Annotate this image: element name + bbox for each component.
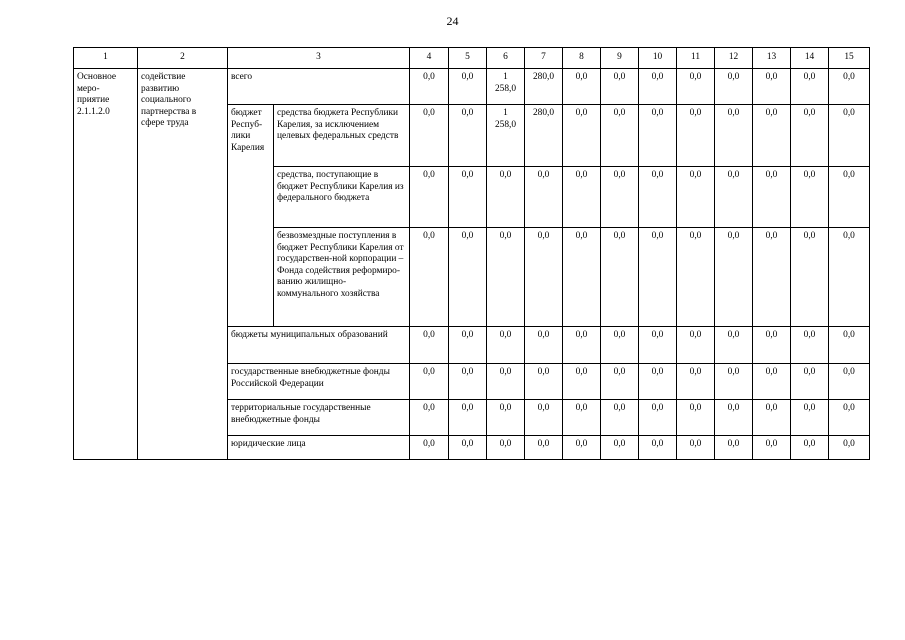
value-cell: 0,0 (525, 167, 563, 228)
table-row (74, 69, 870, 105)
funding-source: государственные внебюджетные фонды Российской Федерации (228, 364, 410, 400)
value-cell: 0,0 (715, 228, 753, 327)
measure-goal: содействие развитию социального партнерства в сфере труда (138, 69, 228, 460)
value-cell: 0,0 (677, 436, 715, 460)
value-cell: 0,0 (563, 364, 601, 400)
header-cell: 7 (525, 48, 563, 69)
value-cell: 0,0 (639, 364, 677, 400)
value-cell: 0,0 (715, 69, 753, 105)
value-cell: 0,0 (639, 228, 677, 327)
value-cell: 0,0 (829, 400, 870, 436)
value-cell: 0,0 (791, 364, 829, 400)
value-cell: 0,0 (487, 167, 525, 228)
header-cell: 8 (563, 48, 601, 69)
header-cell: 10 (639, 48, 677, 69)
header-cell: 11 (677, 48, 715, 69)
value-cell: 0,0 (791, 228, 829, 327)
value-cell: 0,0 (601, 400, 639, 436)
value-cell: 0,0 (639, 436, 677, 460)
value-cell: 0,0 (677, 228, 715, 327)
header-cell: 2 (138, 48, 228, 69)
value-cell: 0,0 (715, 400, 753, 436)
header-cell: 15 (829, 48, 870, 69)
value-cell: 0,0 (449, 364, 487, 400)
value-cell: 0,0 (753, 69, 791, 105)
value-cell: 0,0 (753, 400, 791, 436)
value-cell: 0,0 (563, 228, 601, 327)
value-cell: 0,0 (449, 69, 487, 105)
funding-source: безвозмездные поступления в бюджет Республики Карелия от государствен-ной корпорации – Фонда содействия реформиро-ванию жилищно-коммунального хозяйства (274, 228, 410, 327)
value-cell: 0,0 (601, 105, 639, 167)
value-cell: 0,0 (525, 327, 563, 364)
value-cell: 1 258,0 (487, 69, 525, 105)
value-cell: 0,0 (410, 167, 449, 228)
value-cell: 0,0 (639, 327, 677, 364)
value-cell: 0,0 (639, 69, 677, 105)
value-cell: 0,0 (829, 436, 870, 460)
value-cell: 0,0 (677, 105, 715, 167)
value-cell: 0,0 (525, 228, 563, 327)
value-cell: 0,0 (449, 436, 487, 460)
value-cell: 0,0 (601, 364, 639, 400)
budget-group-label: бюджет Респуб- лики Карелия (228, 105, 274, 327)
header-cell: 1 (74, 48, 138, 69)
header-cell: 5 (449, 48, 487, 69)
value-cell: 0,0 (829, 69, 870, 105)
value-cell: 0,0 (563, 69, 601, 105)
value-cell: 0,0 (715, 436, 753, 460)
value-cell: 0,0 (601, 228, 639, 327)
value-cell: 0,0 (753, 228, 791, 327)
value-cell: 0,0 (563, 400, 601, 436)
value-cell: 0,0 (829, 167, 870, 228)
value-cell: 0,0 (563, 105, 601, 167)
value-cell: 0,0 (525, 436, 563, 460)
value-cell: 0,0 (791, 436, 829, 460)
value-cell: 0,0 (753, 327, 791, 364)
value-cell: 280,0 (525, 69, 563, 105)
funding-source: территориальные государственные внебюджетные фонды (228, 400, 410, 436)
header-cell: 4 (410, 48, 449, 69)
value-cell: 0,0 (791, 400, 829, 436)
value-cell: 0,0 (563, 436, 601, 460)
value-cell: 0,0 (410, 436, 449, 460)
value-cell: 0,0 (791, 327, 829, 364)
value-cell: 0,0 (753, 436, 791, 460)
value-cell: 0,0 (563, 167, 601, 228)
value-cell: 0,0 (715, 364, 753, 400)
value-cell: 0,0 (601, 436, 639, 460)
value-cell: 0,0 (753, 364, 791, 400)
value-cell: 0,0 (677, 364, 715, 400)
value-cell: 0,0 (829, 364, 870, 400)
value-cell: 0,0 (410, 69, 449, 105)
header-cell: 13 (753, 48, 791, 69)
value-cell: 0,0 (410, 327, 449, 364)
value-cell: 0,0 (677, 167, 715, 228)
header-cell: 6 (487, 48, 525, 69)
value-cell: 0,0 (410, 400, 449, 436)
value-cell: 0,0 (449, 400, 487, 436)
value-cell: 0,0 (487, 400, 525, 436)
value-cell: 280,0 (525, 105, 563, 167)
value-cell: 0,0 (410, 228, 449, 327)
header-cell: 3 (228, 48, 410, 69)
value-cell: 0,0 (563, 327, 601, 364)
value-cell: 0,0 (677, 327, 715, 364)
value-cell: 0,0 (487, 436, 525, 460)
header-row (74, 48, 870, 69)
value-cell: 0,0 (487, 327, 525, 364)
value-cell: 0,0 (449, 167, 487, 228)
value-cell: 0,0 (525, 400, 563, 436)
value-cell: 0,0 (829, 105, 870, 167)
value-cell: 0,0 (639, 167, 677, 228)
value-cell: 0,0 (829, 228, 870, 327)
value-cell: 1 258,0 (487, 105, 525, 167)
value-cell: 0,0 (410, 105, 449, 167)
header-cell: 12 (715, 48, 753, 69)
value-cell: 0,0 (487, 364, 525, 400)
funding-source: средства бюджета Республики Карелия, за исключением целевых федеральных средств (274, 105, 410, 167)
value-cell: 0,0 (639, 400, 677, 436)
value-cell: 0,0 (449, 105, 487, 167)
funding-source: всего (228, 69, 410, 105)
value-cell: 0,0 (715, 327, 753, 364)
value-cell: 0,0 (715, 105, 753, 167)
value-cell: 0,0 (449, 228, 487, 327)
value-cell: 0,0 (601, 69, 639, 105)
funding-source: юридические лица (228, 436, 410, 460)
value-cell: 0,0 (753, 167, 791, 228)
value-cell: 0,0 (601, 167, 639, 228)
value-cell: 0,0 (410, 364, 449, 400)
value-cell: 0,0 (677, 400, 715, 436)
funding-source: средства, поступающие в бюджет Республики Карелия из федерального бюджета (274, 167, 410, 228)
page-number: 24 (446, 14, 459, 28)
value-cell: 0,0 (525, 364, 563, 400)
value-cell: 0,0 (449, 327, 487, 364)
measure-name: Основное меро- приятие 2.1.1.2.0 (74, 69, 138, 460)
value-cell: 0,0 (715, 167, 753, 228)
value-cell: 0,0 (487, 228, 525, 327)
header-cell: 14 (791, 48, 829, 69)
value-cell: 0,0 (791, 105, 829, 167)
value-cell: 0,0 (677, 69, 715, 105)
funding-source: бюджеты муниципальных образований (228, 327, 410, 364)
value-cell: 0,0 (829, 327, 870, 364)
value-cell: 0,0 (753, 105, 791, 167)
header-cell: 9 (601, 48, 639, 69)
value-cell: 0,0 (791, 167, 829, 228)
value-cell: 0,0 (601, 327, 639, 364)
value-cell: 0,0 (639, 105, 677, 167)
budget-table (73, 47, 870, 460)
value-cell: 0,0 (791, 69, 829, 105)
